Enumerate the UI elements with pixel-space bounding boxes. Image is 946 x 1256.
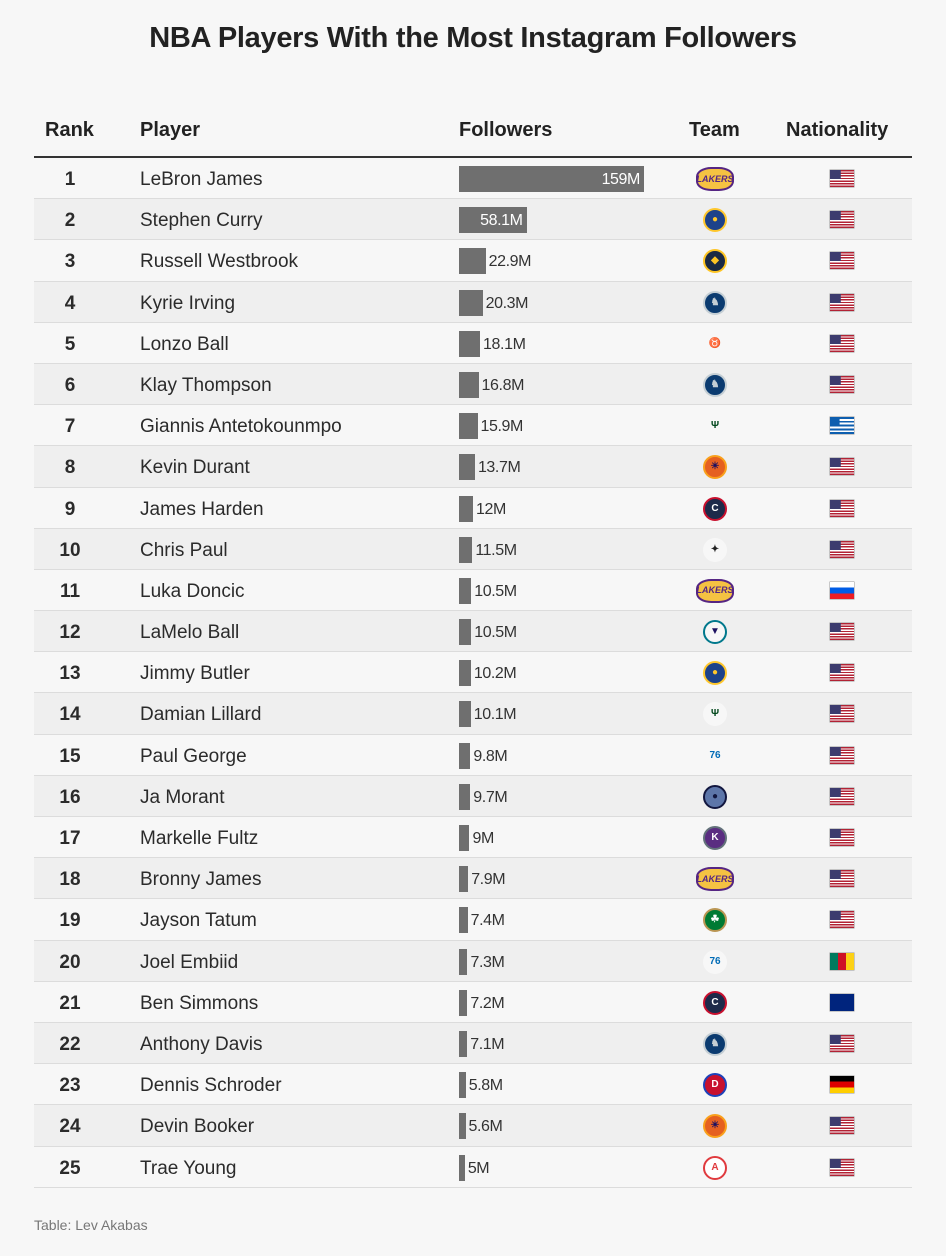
- rank-cell: 24: [59, 1116, 81, 1138]
- followers-value-label: 11.5M: [475, 541, 517, 559]
- followers-value-label: 58.1M: [480, 212, 523, 230]
- player-name-cell: Bronny James: [140, 869, 262, 891]
- 76ers-team-logo-icon: 76: [703, 744, 727, 768]
- followers-value-label: 10.2M: [473, 665, 517, 683]
- source-note: Table: Lev Akabas: [34, 1217, 148, 1233]
- table-row: [34, 446, 912, 487]
- table-row: [34, 1105, 912, 1146]
- followers-bar: [459, 1031, 467, 1057]
- usa-flag-icon: [830, 541, 854, 558]
- player-name-cell: Ben Simmons: [140, 992, 259, 1014]
- column-header-player: Player: [140, 119, 201, 141]
- player-name-cell: Joel Embiid: [140, 951, 239, 973]
- rank-cell: 7: [64, 416, 76, 438]
- table-row: [34, 323, 912, 364]
- rank-cell: 1: [64, 169, 76, 190]
- usa-flag-icon: [830, 500, 854, 517]
- followers-bar: [459, 413, 478, 439]
- followers-bar: [459, 619, 471, 645]
- followers-bar: [459, 866, 468, 892]
- mavericks-team-logo-icon: ♞: [703, 373, 727, 397]
- table-row: [34, 1023, 912, 1064]
- followers-value-label: 7.4M: [470, 912, 505, 930]
- table-row: [34, 240, 912, 281]
- clippers-team-logo-icon: C: [703, 497, 727, 521]
- rank-cell: 2: [64, 210, 76, 232]
- player-name-cell: Markelle Fultz: [140, 828, 259, 849]
- followers-value-label: 9.8M: [473, 747, 508, 765]
- player-name-cell: Paul George: [140, 745, 247, 767]
- rank-cell: 23: [59, 1075, 81, 1097]
- player-name-cell: Devin Booker: [140, 1116, 255, 1138]
- followers-value-label: 7.3M: [470, 953, 505, 971]
- pistons-team-logo-icon: D: [703, 1073, 727, 1097]
- column-header-rank: Rank: [45, 119, 94, 141]
- bulls-team-logo-icon: ♉: [703, 332, 727, 356]
- followers-value-label: 5.6M: [468, 1118, 503, 1136]
- rank-cell: 21: [59, 992, 81, 1014]
- hornets-team-logo-icon: ▼: [703, 620, 727, 644]
- rank-cell: 9: [64, 498, 76, 520]
- cameroon-flag-icon: [830, 953, 854, 970]
- 76ers-team-logo-icon: 76: [703, 950, 727, 974]
- usa-flag-icon: [830, 788, 854, 805]
- player-name-cell: Russell Westbrook: [140, 251, 299, 273]
- usa-flag-icon: [830, 1035, 854, 1052]
- table-body: [34, 158, 912, 1188]
- rank-cell: 6: [64, 374, 76, 396]
- column-header-team: Team: [689, 119, 740, 141]
- followers-bar: [459, 825, 469, 851]
- followers-bar: [459, 990, 467, 1016]
- table-row: [34, 941, 912, 982]
- followers-value-label: 9.7M: [473, 788, 508, 806]
- australia-flag-icon: [830, 994, 854, 1011]
- usa-flag-icon: [830, 458, 854, 475]
- followers-bar: [459, 331, 480, 357]
- followers-bar: [459, 660, 471, 686]
- mavericks-team-logo-icon: ♞: [703, 291, 727, 315]
- followers-bar: [459, 248, 486, 274]
- usa-flag-icon: [830, 1117, 854, 1134]
- followers-value-label: 9M: [472, 830, 494, 847]
- rank-cell: 25: [59, 1157, 81, 1179]
- table-row: [34, 199, 912, 240]
- suns-team-logo-icon: ☀: [703, 455, 727, 479]
- followers-value-label: 7.1M: [470, 1035, 505, 1053]
- usa-flag-icon: [830, 705, 854, 722]
- followers-value-label: 5.8M: [468, 1077, 503, 1095]
- followers-bar: [459, 949, 467, 975]
- lakers-team-logo-icon: LAKERS: [696, 867, 734, 891]
- player-name-cell: Trae Young: [140, 1157, 237, 1179]
- player-name-cell: Jimmy Butler: [140, 663, 250, 685]
- player-name-cell: Jayson Tatum: [140, 910, 257, 932]
- warriors-team-logo-icon: ●: [703, 661, 727, 685]
- player-name-cell: Luka Doncic: [140, 580, 245, 602]
- table-row: [34, 776, 912, 817]
- table-row: [34, 529, 912, 570]
- bucks-team-logo-icon: Ψ: [703, 702, 727, 726]
- usa-flag-icon: [830, 747, 854, 764]
- player-name-cell: Dennis Schroder: [140, 1075, 282, 1097]
- table-row: [34, 282, 912, 323]
- rank-cell: 12: [59, 622, 81, 644]
- table-row: [34, 982, 912, 1023]
- bucks-team-logo-icon: Ψ: [703, 414, 727, 438]
- usa-flag-icon: [830, 376, 854, 393]
- player-name-cell: James Harden: [140, 498, 264, 520]
- player-name-cell: Ja Morant: [140, 786, 225, 808]
- followers-bar: [459, 1155, 465, 1181]
- table-row: [34, 1147, 912, 1188]
- table-row: [34, 488, 912, 529]
- usa-flag-icon: [830, 911, 854, 928]
- followers-bar: [459, 537, 472, 563]
- hawks-team-logo-icon: A: [703, 1156, 727, 1180]
- suns-team-logo-icon: ☀: [703, 1114, 727, 1138]
- nuggets-team-logo-icon: ◆: [703, 249, 727, 273]
- followers-bar: [459, 290, 483, 316]
- followers-bar: [459, 454, 475, 480]
- spurs-team-logo-icon: ✦: [703, 538, 727, 562]
- followers-bar: [459, 578, 471, 604]
- table-row: [34, 652, 912, 693]
- rank-cell: 22: [59, 1033, 81, 1055]
- grizzlies-team-logo-icon: ●: [703, 785, 727, 809]
- player-name-cell: LaMelo Ball: [140, 622, 240, 644]
- rank-cell: 17: [59, 828, 81, 849]
- rank-cell: 11: [59, 580, 81, 602]
- usa-flag-icon: [830, 870, 854, 887]
- table-row: [34, 735, 912, 776]
- followers-bar: [459, 907, 468, 933]
- germany-flag-icon: [830, 1076, 854, 1093]
- rank-cell: 20: [59, 951, 81, 973]
- followers-bar: [459, 784, 470, 810]
- table-row: [34, 817, 912, 858]
- table-row: [34, 158, 912, 199]
- followers-value-label: 10.1M: [473, 706, 517, 724]
- usa-flag-icon: [830, 1159, 854, 1176]
- followers-value-label: 10.5M: [474, 582, 517, 600]
- usa-flag-icon: [830, 335, 854, 352]
- rank-cell: 13: [59, 663, 81, 685]
- player-name-cell: Stephen Curry: [140, 210, 263, 232]
- row-divider: [34, 1187, 912, 1188]
- usa-flag-icon: [830, 211, 854, 228]
- table-row: [34, 858, 912, 899]
- lakers-team-logo-icon: LAKERS: [696, 167, 734, 191]
- player-name-cell: Klay Thompson: [140, 374, 272, 396]
- table-row: [34, 570, 912, 611]
- player-name-cell: Damian Lillard: [140, 704, 262, 726]
- followers-bar: [459, 372, 479, 398]
- player-name-cell: Kevin Durant: [140, 457, 250, 479]
- rank-cell: 19: [59, 910, 81, 932]
- followers-value-label: 22.9M: [488, 253, 532, 271]
- usa-flag-icon: [830, 252, 854, 269]
- warriors-team-logo-icon: ●: [703, 208, 727, 232]
- usa-flag-icon: [830, 829, 854, 846]
- rank-cell: 16: [59, 786, 81, 808]
- followers-value-label: 5M: [467, 1159, 490, 1177]
- player-name-cell: Chris Paul: [140, 539, 228, 561]
- followers-value-label: 18.1M: [483, 335, 526, 353]
- rank-cell: 8: [64, 457, 76, 479]
- player-name-cell: Lonzo Ball: [140, 333, 229, 355]
- followers-bar: [459, 701, 471, 727]
- usa-flag-icon: [830, 170, 854, 187]
- table-row: [34, 611, 912, 652]
- followers-bar: [459, 743, 470, 769]
- table-row: [34, 1064, 912, 1105]
- slovenia-flag-icon: [830, 582, 854, 599]
- followers-value-label: 13.7M: [477, 459, 521, 477]
- player-name-cell: Anthony Davis: [140, 1033, 263, 1055]
- table-row: [34, 693, 912, 734]
- followers-bar: [459, 1113, 466, 1139]
- followers-value-label: 12M: [475, 500, 506, 518]
- player-name-cell: Giannis Antetokounmpo: [140, 416, 342, 438]
- rank-cell: 10: [59, 539, 81, 561]
- followers-value-label: 7.2M: [470, 994, 505, 1012]
- rank-cell: 15: [59, 745, 81, 767]
- column-header-nationality: Nationality: [786, 119, 889, 141]
- rank-cell: 18: [59, 869, 81, 891]
- followers-value-label: 16.8M: [481, 376, 525, 394]
- usa-flag-icon: [830, 623, 854, 640]
- mavericks-team-logo-icon: ♞: [703, 1032, 727, 1056]
- followers-value-label: 7.9M: [471, 871, 506, 889]
- rank-cell: 4: [64, 292, 76, 314]
- rank-cell: 14: [59, 704, 81, 726]
- lakers-team-logo-icon: LAKERS: [696, 579, 734, 603]
- player-name-cell: Kyrie Irving: [140, 292, 236, 314]
- followers-bar: [459, 496, 473, 522]
- greece-flag-icon: [830, 417, 854, 434]
- celtics-team-logo-icon: ☘: [703, 908, 727, 932]
- rank-cell: 5: [64, 333, 76, 355]
- table-row: [34, 899, 912, 940]
- followers-value-label: 10.5M: [474, 624, 517, 642]
- kings-team-logo-icon: K: [703, 826, 727, 850]
- usa-flag-icon: [830, 664, 854, 681]
- followers-value-label: 159M: [601, 171, 640, 188]
- clippers-team-logo-icon: C: [703, 991, 727, 1015]
- usa-flag-icon: [830, 294, 854, 311]
- table-row: [34, 364, 912, 405]
- followers-value-label: 20.3M: [485, 294, 529, 312]
- followers-value-label: 15.9M: [480, 418, 523, 436]
- rank-cell: 3: [64, 251, 76, 273]
- player-name-cell: LeBron James: [140, 169, 263, 190]
- followers-bar: [459, 1072, 466, 1098]
- chart-title: NBA Players With the Most Instagram Followers: [149, 22, 797, 54]
- table-row: [34, 405, 912, 446]
- column-header-followers: Followers: [459, 119, 553, 141]
